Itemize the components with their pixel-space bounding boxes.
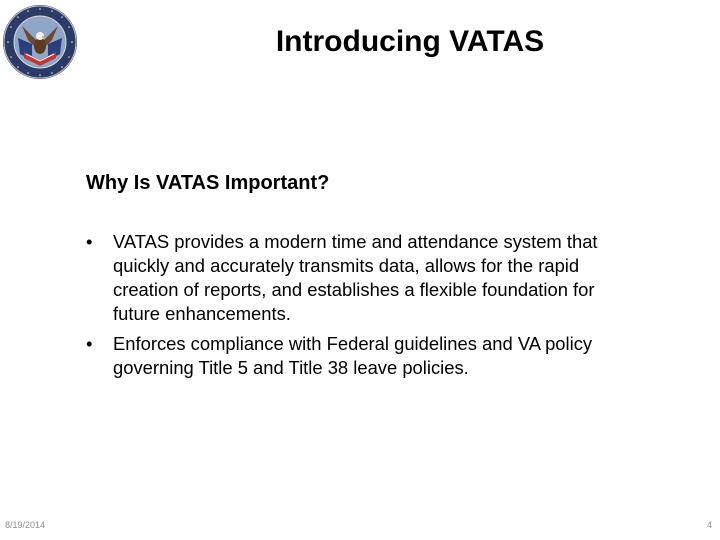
bullet-item <box>86 332 626 380</box>
bullet-icon: • <box>86 333 93 354</box>
slide-subtitle: Why Is VATAS Important? <box>86 172 330 194</box>
slide-title: Introducing VATAS <box>275 25 545 58</box>
va-seal-icon <box>2 4 78 80</box>
bullet-list <box>86 230 626 386</box>
bullet-text: VATAS provides a modern time and attendance system that quickly and accurately transmits data, allows for the rapid creation of reports, and establishes a flexible foundation for future enhancements. <box>113 231 598 324</box>
bullet-item <box>86 230 626 326</box>
page-number: 4 <box>706 520 712 530</box>
bullet-text: Enforces compliance with Federal guidelines and VA policy governing Title 5 and Title 38 leave policies. <box>113 333 593 378</box>
footer-date: 8/19/2014 <box>5 520 46 530</box>
bullet-icon: • <box>86 231 93 252</box>
